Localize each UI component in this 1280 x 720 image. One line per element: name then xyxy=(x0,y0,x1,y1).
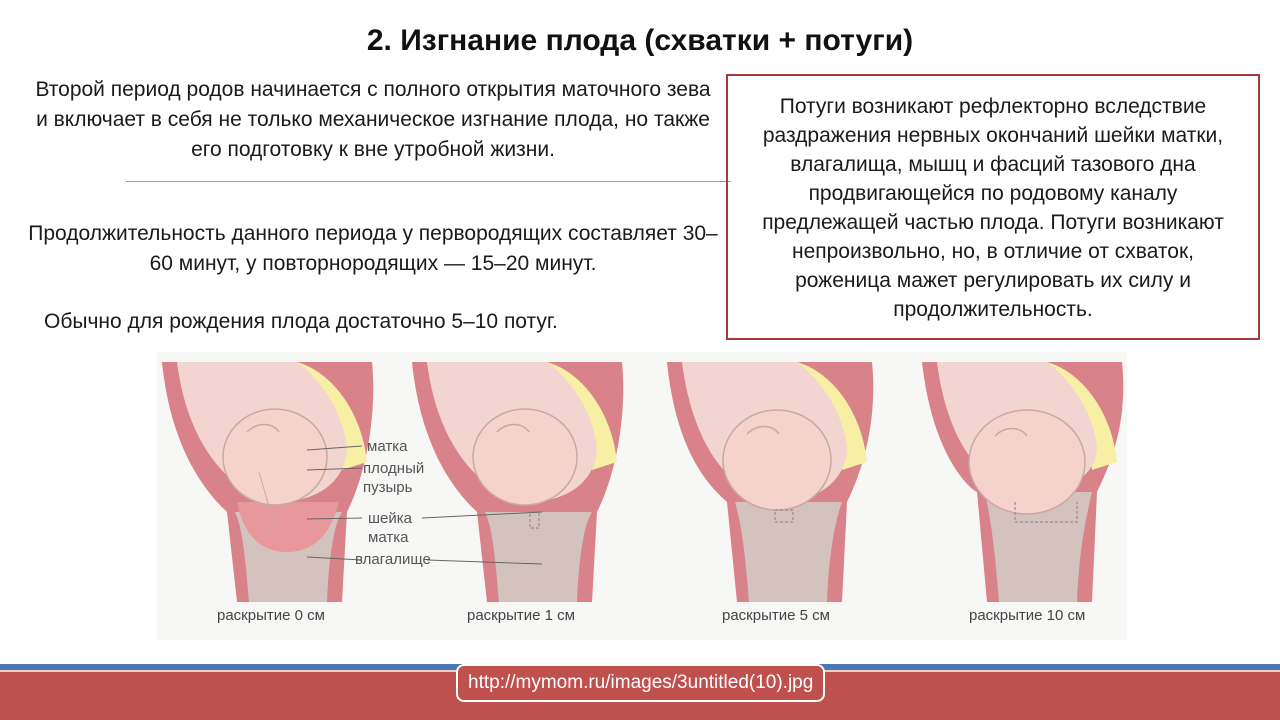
label-vagina: влагалище xyxy=(355,551,431,568)
source-url-link[interactable]: http://mymom.ru/images/3untitled(10).jpg xyxy=(456,664,825,702)
label-amniotic-sac-1: плодный xyxy=(363,460,425,477)
panel-dilation-10 xyxy=(922,362,1123,602)
intro-paragraph-3: Обычно для рождения плода достаточно 5–10 потуг. xyxy=(44,310,558,333)
panel-dilation-5 xyxy=(667,362,873,602)
caption-dilation-5: раскрытие 5 см xyxy=(722,607,830,624)
label-uterus: матка xyxy=(367,438,408,455)
caption-dilation-10: раскрытие 10 см xyxy=(969,607,1086,624)
divider-line xyxy=(126,181,731,182)
intro-paragraph-1: Второй период родов начинается с полного открытия маточного зева и включает в себя не только механическое изгнание плода, но также его подготовку к вне утробной жизни. xyxy=(35,78,711,161)
label-cervix-1: шейка xyxy=(368,510,412,527)
info-box-text: Потуги возникают рефлекторно вследствие раздражения нервных окончаний шейки матки, влагалища, мышц и фасций тазового дна продвигающейся по родовому каналу предлежащей частью плода. Потуги возникают непроизвольно, но, в отличие от схваток, роженица мажет регулировать их силу и продолжительность. xyxy=(762,95,1224,321)
intro-paragraph-2: Продолжительность данного периода у первородящих составляет 30–60 минут, у повторнородящих — 15–20 минут. xyxy=(28,222,718,275)
info-box xyxy=(726,74,1260,340)
label-cervix-2: матка xyxy=(368,529,409,546)
dilation-diagram xyxy=(157,352,1127,640)
caption-dilation-0: раскрытие 0 см xyxy=(217,607,325,624)
panel-dilation-1 xyxy=(412,362,623,602)
cervix-dilation-illustration xyxy=(157,352,1127,640)
panel-dilation-0 xyxy=(162,362,373,602)
caption-dilation-1: раскрытие 1 см xyxy=(467,607,575,624)
slide-title: 2. Изгнание плода (схватки + потуги) xyxy=(366,24,914,57)
label-amniotic-sac-2: пузырь xyxy=(363,479,413,496)
